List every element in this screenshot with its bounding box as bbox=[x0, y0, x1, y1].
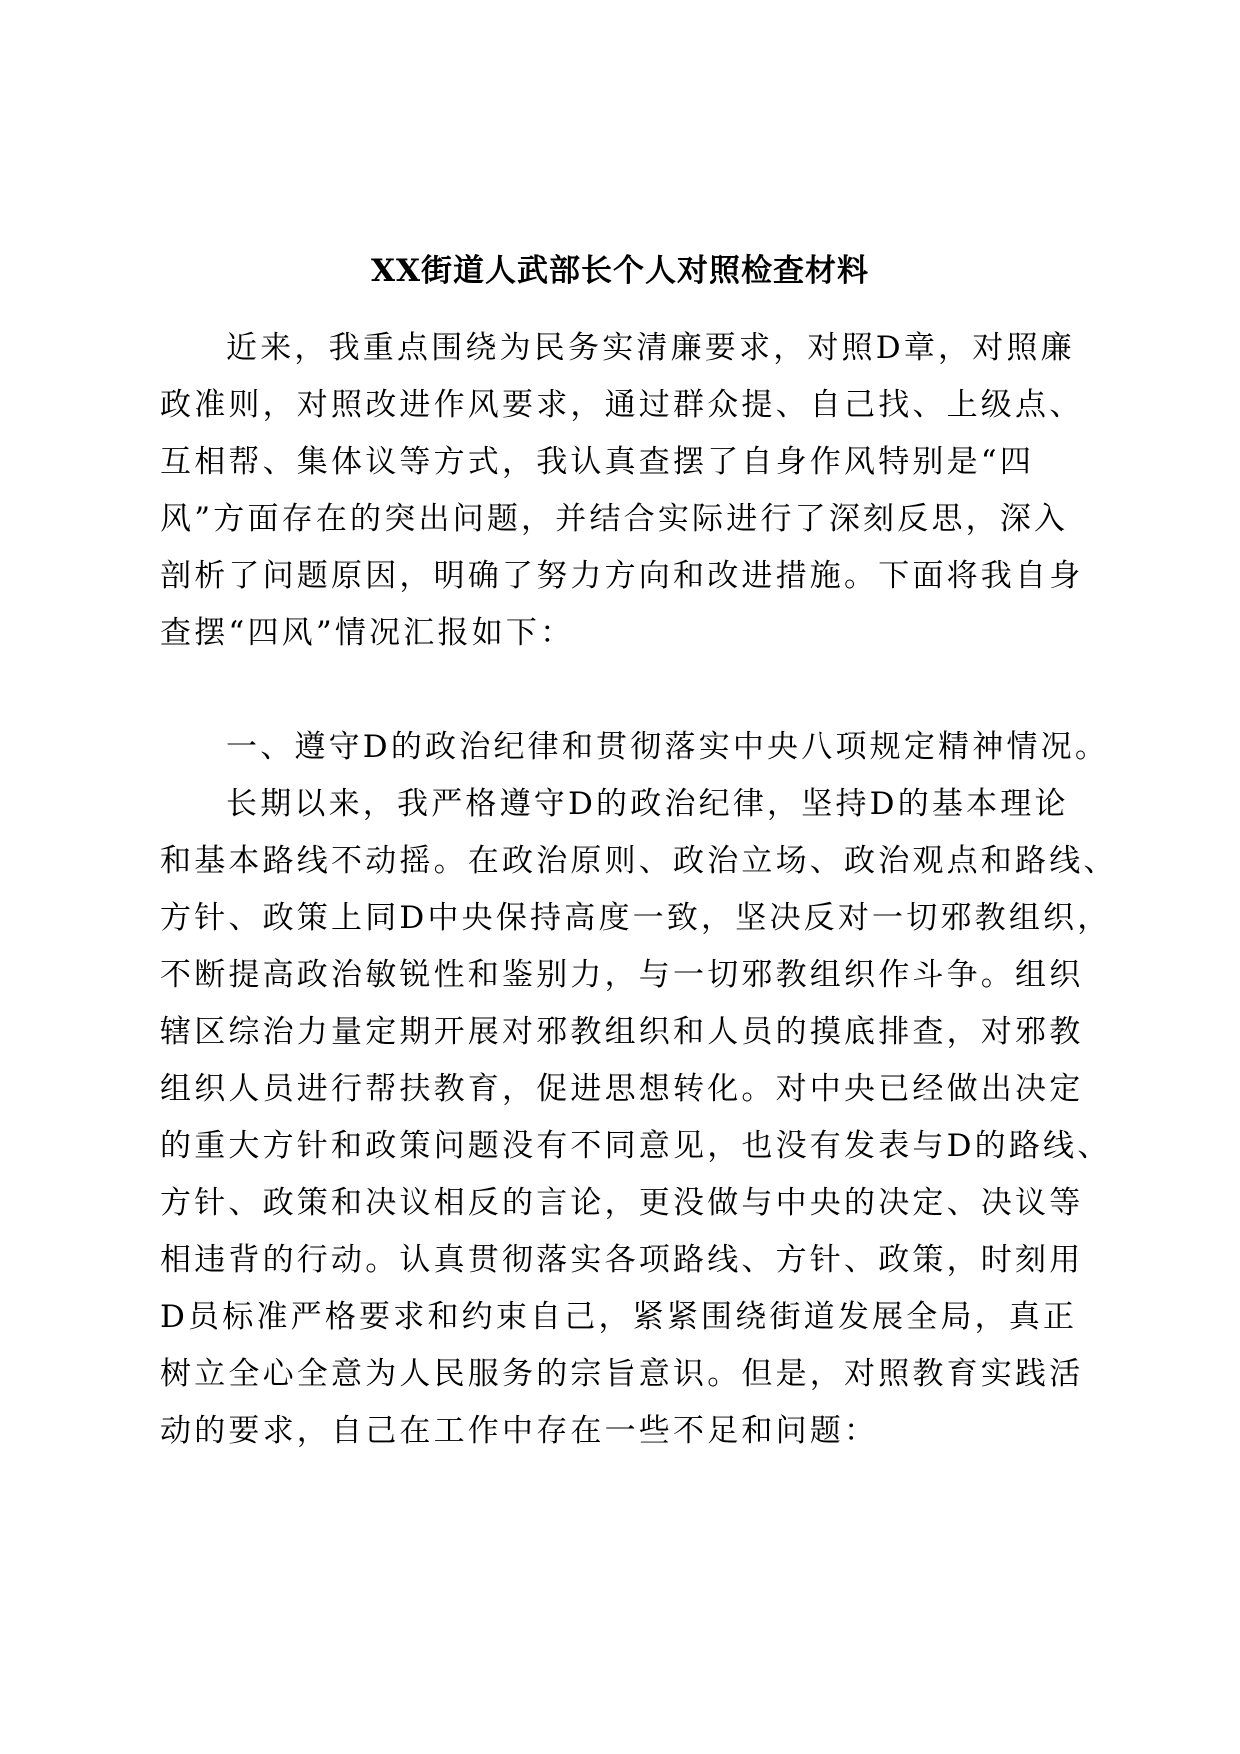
paragraph-line: 辖区综治力量定期开展对邪教组织和人员的摸底排查，对邪教 bbox=[160, 1014, 1084, 1050]
intro-paragraph bbox=[160, 320, 1100, 662]
paragraph-line: 树立全心全意为人民服务的宗旨意识。但是，对照教育实践活 bbox=[160, 1356, 1084, 1392]
paragraph-line: 方针、政策和决议相反的言论，更没做与中央的决定、决议等 bbox=[160, 1185, 1084, 1221]
paragraph-line: 政准则，对照改进作风要求，通过群众提、自己找、上级点、 bbox=[160, 387, 1084, 423]
paragraph-line: 互相帮、集体议等方式，我认真查摆了自身作风特别是“四 bbox=[160, 444, 1035, 480]
paragraph-line: 方针、政策上同D中央保持高度一致，坚决反对一切邪教组织， bbox=[160, 900, 1112, 936]
section-heading-text: 一、遵守D的政治纪律和贯彻落实中央八项规定精神情况。 bbox=[226, 729, 1110, 765]
document-title: XX街道人武部长个人对照检查材料 bbox=[370, 252, 870, 289]
paragraph-line: 长期以来，我严格遵守D的政治纪律，坚持D的基本理论 bbox=[226, 786, 1069, 822]
paragraph-line: 风”方面存在的突出问题，并结合实际进行了深刻反思，深入 bbox=[160, 501, 1069, 537]
paragraph-line: 相违背的行动。认真贯彻落实各项路线、方针、政策，时刻用 bbox=[160, 1242, 1084, 1278]
paragraph-line: 的重大方针和政策问题没有不同意见，也没有发表与D的路线、 bbox=[160, 1128, 1112, 1164]
paragraph-line: 动的要求，自己在工作中存在一些不足和问题： bbox=[160, 1413, 879, 1449]
paragraph-line: 近来，我重点围绕为民务实清廉要求，对照D章，对照廉 bbox=[226, 330, 1075, 366]
paragraph-line: 和基本路线不动摇。在政治原则、政治立场、政治观点和路线、 bbox=[160, 843, 1118, 879]
paragraph-line: 组织人员进行帮扶教育，促进思想转化。对中央已经做出决定 bbox=[160, 1071, 1084, 1107]
section-heading bbox=[160, 719, 1110, 776]
paragraph-line: 不断提高政治敏锐性和鉴别力，与一切邪教组织作斗争。组织 bbox=[160, 957, 1084, 993]
paragraph-line: D员标准严格要求和约束自己，紧紧围绕街道发展全局，真正 bbox=[160, 1299, 1078, 1335]
body-paragraph bbox=[160, 776, 1118, 1460]
paragraph-line: 查摆“四风”情况汇报如下： bbox=[160, 615, 575, 651]
paragraph-line: 剖析了问题原因，明确了努力方向和改进措施。下面将我自身 bbox=[160, 558, 1084, 594]
